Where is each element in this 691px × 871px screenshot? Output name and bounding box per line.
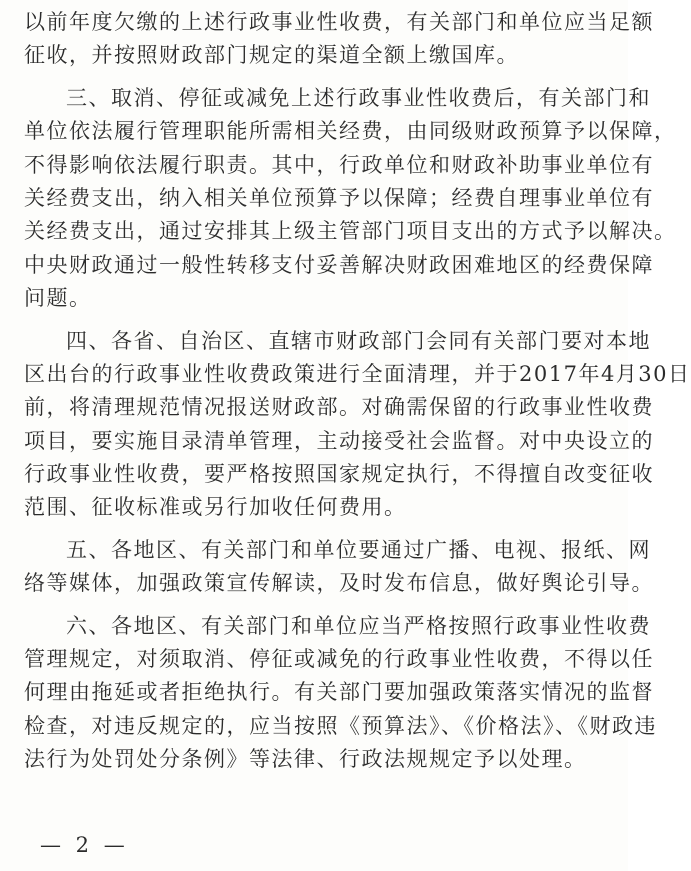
text-line: 区出台的行政事业性收费政策进行全面清理，并于2017年4月30日 [24,361,691,386]
text-line: 络等媒体，加强政策宣传解读，及时发布信息，做好舆论引导。 [24,571,654,596]
text-line: 问题。 [24,286,92,311]
text-line: 单位依法履行管理职能所需相关经费，由同级财政预算予以保障， [24,119,677,144]
text-line: 征收，并按照财政部门规定的渠道全额上缴国库。 [24,43,519,68]
text-line: 前，将清理规范情况报送财政部。对确需保留的行政事业性收费 [24,395,654,420]
text-line: 检查，对违反规定的，应当按照《预算法》、《价格法》、《财政违 [24,713,657,738]
text-line: 管理规定，对须取消、停征或减免的行政事业性收费，不得以任 [24,647,654,672]
paragraph-five-first-line: 五、各地区、有关部门和单位要通过广播、电视、报纸、网 [66,537,651,562]
paragraph-three-first-line: 三、取消、停征或减免上述行政事业性收费后，有关部门和 [66,85,651,110]
text-line: 以前年度欠缴的上述行政事业性收费，有关部门和单位应当足额 [24,10,654,34]
text-line: 不得影响依法履行职责。其中，行政单位和财政补助事业单位有 [24,152,654,177]
page-number: — 2 — [40,833,129,857]
text-line: 关经费支出，通过安排其上级主管部门项目支出的方式予以解决。 [24,219,677,244]
text-line: 中央财政通过一般性转移支付妥善解决财政困难地区的经费保障 [24,252,654,277]
text-line: 项目，要实施目录清单管理，主动接受社会监督。对中央设立的 [24,428,654,453]
text-line: 法行为处罚处分条例》等法律、行政法规规定予以处理。 [24,747,587,772]
document-body [24,6,691,777]
text-line: 范围、征收标准或另行加收任何费用。 [24,495,407,520]
paragraph-six-first-line: 六、各地区、有关部门和单位应当严格按照行政事业性收费 [66,613,651,638]
paragraph-four-first-line: 四、各省、自治区、直辖市财政部门会同有关部门要对本地 [66,328,651,353]
text-line: 行政事业性收费，要严格按照国家规定执行，不得擅自改变征收 [24,462,654,487]
text-line: 关经费支出，纳入相关单位预算予以保障；经费自理事业单位有 [24,185,654,210]
text-line: 何理由拖延或者拒绝执行。有关部门要加强政策落实情况的监督 [24,680,654,705]
